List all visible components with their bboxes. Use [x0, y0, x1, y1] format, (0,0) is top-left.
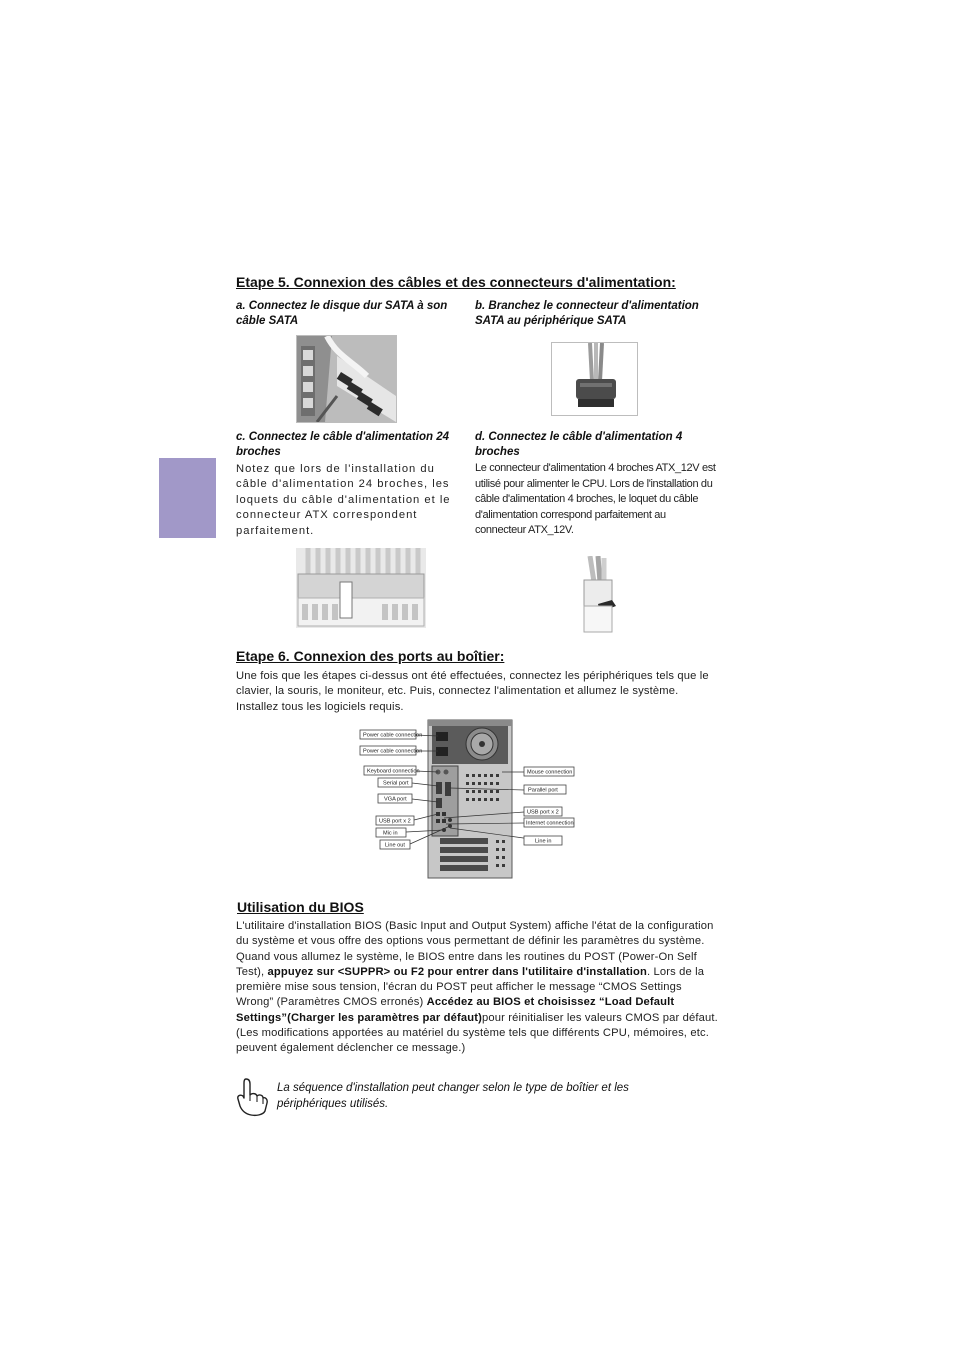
- step5d-text: Le connecteur d'alimentation 4 broches ATX_12V est utilisé pour alimenter le CPU. Lors de l'installation du câble d'alimentation 4 broches, le loquet du câble d'alimentation correspond parfaitement au connecteur ATX_12V.: [475, 462, 716, 536]
- bios-text-p1-bold: appuyez sur <SUPPR> ou F2 pour entrer dans l'utilitaire d'installation: [267, 965, 648, 978]
- atx24-photo: [296, 548, 426, 628]
- label-keyboard: Keyboard connection: [367, 768, 420, 775]
- step5c-caption: [236, 430, 464, 460]
- bios-text-p2: . Lors de la première mise sous tension, l'écran du POST peut afficher le message “CMOS Settings Wrong” (Paramètres CMOS erronés): [236, 965, 705, 1009]
- label-usb-right: USB port x 2: [527, 809, 559, 816]
- step6-text: Une fois que les étapes ci-dessus ont été effectuées, connectez les périphériques tels que le clavier, la souris, le moniteur, etc. Puis, connectez l'alimentation et allumez le système. Installez tous les logiciels requis.: [236, 670, 709, 713]
- label-power-cable-1: Power cable connection: [363, 732, 423, 739]
- step5d-caption-line1: d. Connectez le câble d'alimentation 4: [475, 431, 683, 443]
- bios-text: [236, 919, 718, 1057]
- bios-title: Utilisation du BIOS: [237, 899, 364, 915]
- sata-power-photo: [551, 342, 638, 416]
- bios-text-p2-bold: Accédez au BIOS et choisissez “Load Default Settings”(Charger les paramètres par défaut): [236, 996, 675, 1024]
- step5c-caption-line2: broches: [236, 446, 281, 458]
- step5-title: Etape 5. Connexion des câbles et des connecteurs d'alimentation:: [236, 274, 676, 290]
- step5a-caption: a. Connectez le disque dur SATA à son câble SATA: [236, 300, 448, 327]
- step5b-caption-line1: b. Branchez le connecteur d'alimentation: [475, 300, 699, 312]
- bios-text-p1: L'utilitaire d'installation BIOS (Basic Input and Output System) affiche l'état de la configuration du système et vous offre des options vous permettant de définir les paramètres du système. Quand vous allumez le système, le BIOS entre dans les routines du POST (Power-On Self Test),: [236, 920, 714, 978]
- step5d-caption-line2: broches: [475, 446, 520, 458]
- step5d-caption: [475, 430, 725, 460]
- label-serial-port: Serial port: [383, 780, 409, 787]
- case-rear-diagram: [358, 716, 578, 880]
- note-text: La séquence d'installation peut changer selon le type de boîtier et les périphériques utilisés.: [277, 1082, 629, 1110]
- label-internet: Internet connection: [526, 820, 574, 827]
- step6-title: Etape 6. Connexion des ports au boîtier:: [236, 648, 505, 664]
- label-line-in: Line in: [535, 838, 552, 845]
- label-mouse: Mouse connection: [527, 769, 573, 776]
- step5b-caption: [475, 299, 725, 329]
- label-mic-in: Mic in: [383, 830, 398, 837]
- step5c-text: Notez que lors de l'installation du câble d'alimentation 24 broches, les loquets du câble d'alimentation et le connecteur ATX correspondent parfaitement.: [236, 463, 451, 537]
- step5b-caption-line2: SATA au périphérique SATA: [475, 315, 627, 327]
- label-power-cable-2: Power cable connection: [363, 748, 423, 755]
- label-line-out: Line out: [385, 842, 405, 849]
- step5c-caption-line1: c. Connectez le câble d'alimentation 24: [236, 431, 449, 443]
- label-vga-port: VGA port: [384, 796, 407, 803]
- atx12v-photo: [572, 556, 622, 636]
- hand-pointing-icon: [236, 1077, 270, 1117]
- sata-hdd-photo: [296, 335, 397, 423]
- label-parallel-port: Parallel port: [528, 787, 558, 794]
- label-usb-left: USB port x 2: [379, 818, 411, 825]
- bios-text-p3: pour réinitialiser les valeurs CMOS par défaut. (Les modifications apportées au matériel du système tels que différents CPU, mémoires, etc. peuvent également déclencher ce message.): [236, 1011, 718, 1055]
- side-tab: [159, 458, 216, 538]
